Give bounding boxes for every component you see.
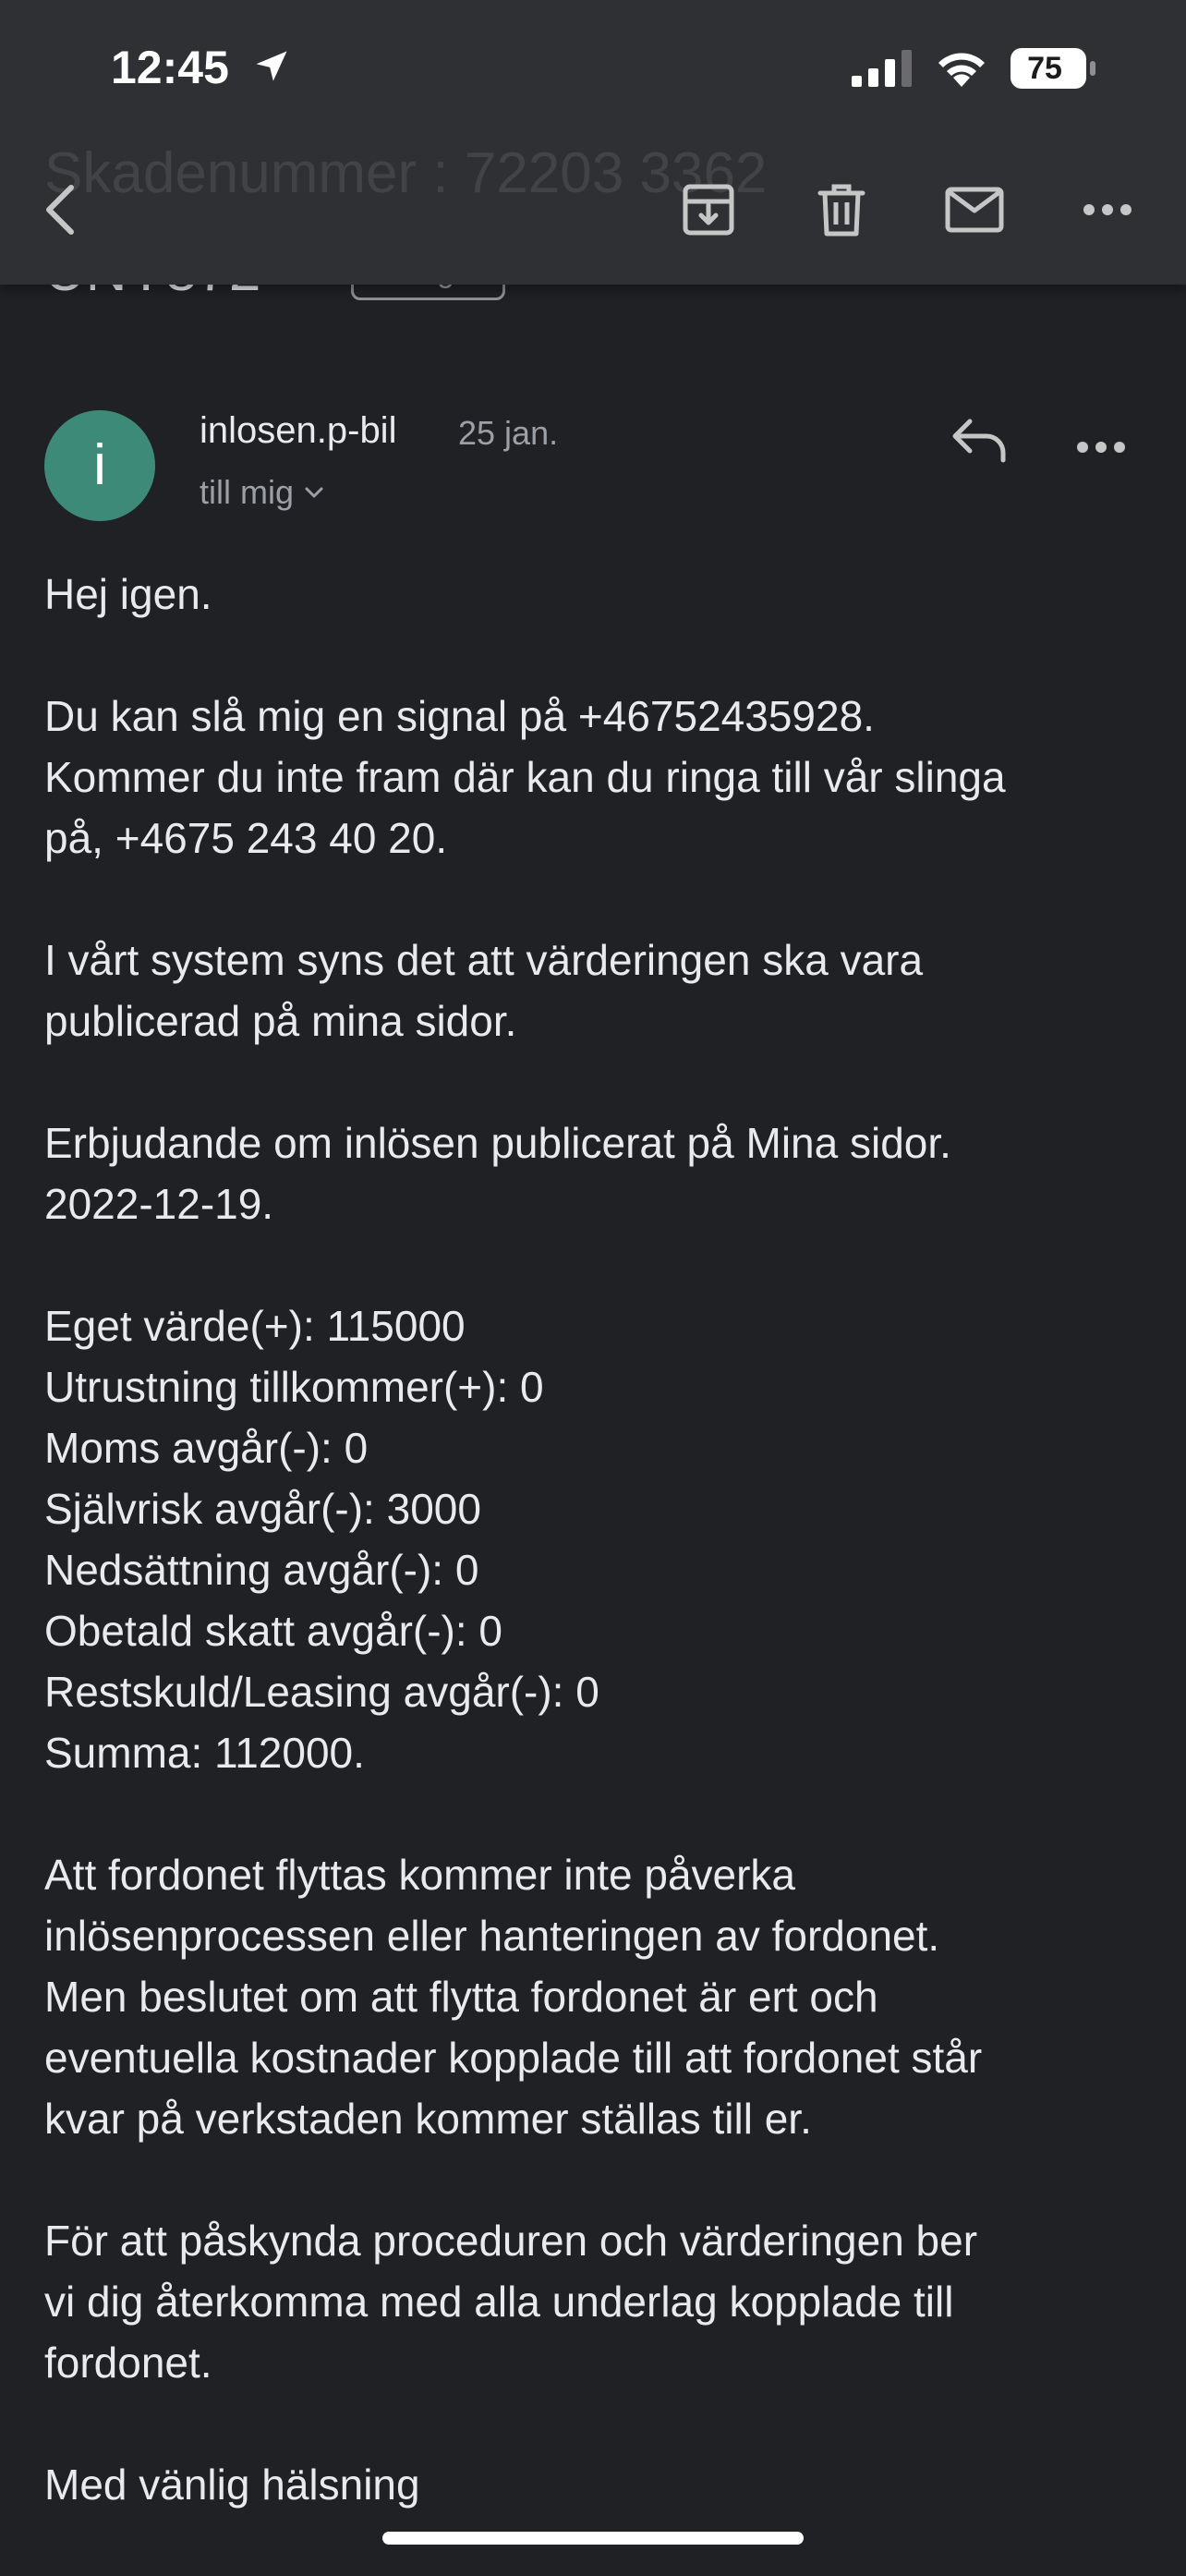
body-line: För att påskynda proceduren och värderingen ber <box>44 2217 978 2265</box>
message-body <box>44 564 1153 2576</box>
chevron-down-icon <box>303 485 325 500</box>
body-paragraph <box>44 564 1153 625</box>
recipient-text: till mig <box>200 473 295 511</box>
body-line: Med vänlig hälsning <box>44 2461 420 2509</box>
body-line: Nedsättning avgår(-): 0 <box>44 1546 479 1594</box>
body-line: fordonet. <box>44 2339 212 2387</box>
status-time: 12:45 <box>111 42 229 93</box>
body-line: Moms avgår(-): 0 <box>44 1424 369 1472</box>
body-line: Kommer du inte fram där kan du ringa till vår slinga <box>44 753 1006 801</box>
delete-button[interactable] <box>809 177 874 242</box>
location-arrow-icon <box>251 46 292 87</box>
back-button[interactable] <box>28 177 92 242</box>
body-line: kvar på verkstaden kommer ställas till er. <box>44 2095 812 2143</box>
body-line: Obetald skatt avgår(-): 0 <box>44 1607 502 1655</box>
body-paragraph <box>44 1295 1153 1783</box>
body-paragraph <box>44 2454 1153 2515</box>
body-paragraph <box>44 686 1153 869</box>
body-line: I vårt system syns det att värderingen ska vara <box>44 936 924 984</box>
body-line: Summa: 112000. <box>44 1729 365 1777</box>
recipient-toggle[interactable] <box>200 473 325 512</box>
body-line: Självrisk avgår(-): 3000 <box>44 1485 481 1533</box>
body-line: på, +4675 243 40 20. <box>44 814 448 862</box>
mark-unread-button[interactable] <box>942 177 1007 242</box>
body-line: Att fordonet flyttas kommer inte påverka <box>44 1851 796 1899</box>
back-chevron-icon <box>40 182 80 237</box>
status-bar <box>0 0 1186 139</box>
cellular-signal-icon <box>852 50 916 87</box>
subject-ghost: Skadenummer : 72203 3362 <box>44 141 768 205</box>
sender-name[interactable]: inlosen.p-bil <box>200 410 397 451</box>
mail-icon <box>945 187 1004 233</box>
body-line: Du kan slå mig en signal på +46752435928. <box>44 692 875 740</box>
avatar[interactable]: i <box>44 410 155 521</box>
body-line: Eget värde(+): 115000 <box>44 1302 466 1350</box>
wifi-icon <box>933 46 990 89</box>
message-date: 25 jan. <box>458 414 559 452</box>
toolbar <box>0 157 1186 259</box>
archive-button[interactable] <box>676 177 741 242</box>
body-line: publicerad på mina sidor. <box>44 997 517 1045</box>
more-horizontal-icon <box>1082 202 1133 217</box>
message-more-button[interactable] <box>1075 419 1140 475</box>
body-paragraph <box>44 2210 1153 2393</box>
body-line: eventuella kostnader kopplade till att fordonet står <box>44 2034 983 2082</box>
body-paragraph <box>44 930 1153 1051</box>
top-header <box>0 0 1186 285</box>
body-line: 2022-12-19. <box>44 1180 274 1228</box>
more-options-button[interactable] <box>1075 177 1140 242</box>
body-line: Utrustning tillkommer(+): 0 <box>44 1363 544 1411</box>
battery-level: 75 <box>1027 51 1062 86</box>
body-paragraph <box>44 1844 1153 2149</box>
body-paragraph <box>44 1112 1153 1234</box>
home-indicator[interactable] <box>382 2532 804 2545</box>
reply-icon <box>950 416 1009 464</box>
body-line: Men beslutet om att flytta fordonet är ert och <box>44 1973 878 2021</box>
body-line: Erbjudande om inlösen publicerat på Mina sidor. <box>44 1119 951 1167</box>
body-line: vi dig återkomma med alla underlag kopplade till <box>44 2278 954 2326</box>
body-line: Hej igen. <box>44 570 212 618</box>
more-horizontal-icon <box>1075 440 1127 455</box>
body-line: inlösenprocessen eller hanteringen av fordonet. <box>44 1912 940 1960</box>
message-header <box>44 410 1142 540</box>
trash-icon <box>817 182 866 237</box>
reply-button[interactable] <box>950 416 1023 480</box>
body-line: Restskuld/Leasing avgår(-): 0 <box>44 1668 599 1716</box>
archive-icon <box>682 183 735 237</box>
